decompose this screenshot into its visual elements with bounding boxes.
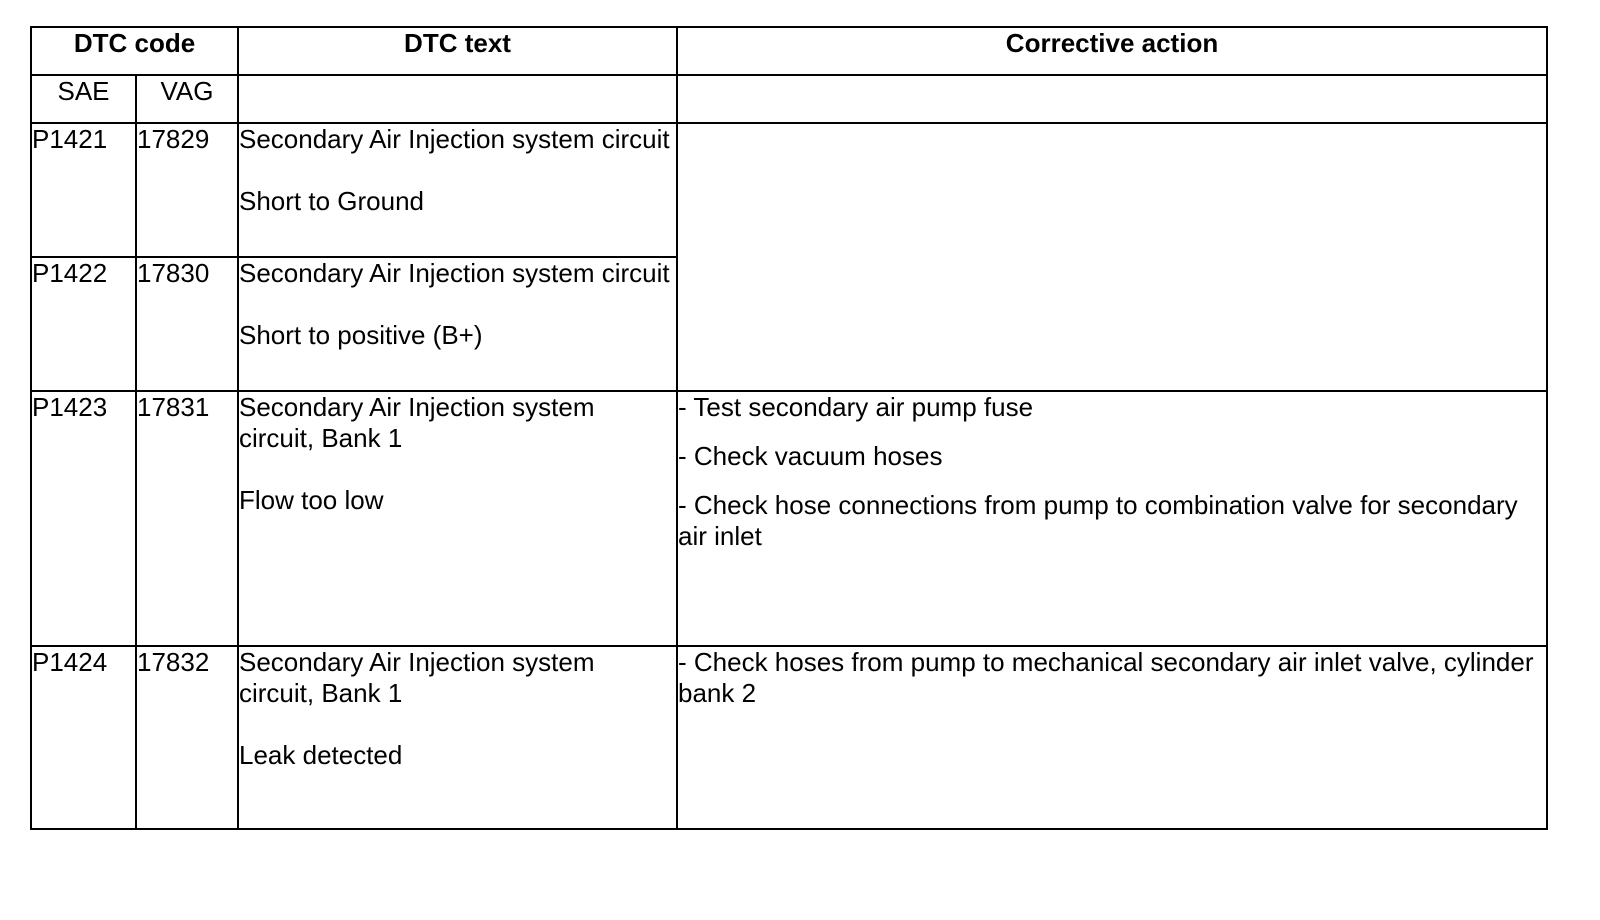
action-item: - Check vacuum hoses bbox=[678, 441, 943, 471]
subheader-row bbox=[31, 75, 1547, 123]
dtc-text-main: Secondary Air Injection system circuit, Bank 1 bbox=[239, 392, 595, 453]
corrective-action-cell bbox=[677, 391, 1547, 646]
dtc-text-condition: Leak detected bbox=[239, 740, 403, 770]
dtc-text-main: Secondary Air Injection system circuit bbox=[239, 124, 670, 154]
subheader-text-empty bbox=[238, 75, 677, 123]
dtc-text-cell bbox=[238, 257, 677, 391]
subheader-vag: VAG bbox=[136, 75, 238, 123]
table-row bbox=[31, 646, 1547, 829]
header-corrective-action: Corrective action bbox=[677, 27, 1547, 75]
vag-code: 17832 bbox=[136, 646, 238, 829]
dtc-text-condition: Flow too low bbox=[239, 485, 384, 515]
subheader-action-empty bbox=[677, 75, 1547, 123]
action-item: - Test secondary air pump fuse bbox=[678, 392, 1034, 422]
sae-code: P1424 bbox=[31, 646, 136, 829]
header-dtc-text: DTC text bbox=[238, 27, 677, 75]
sae-code: P1421 bbox=[31, 123, 136, 257]
subheader-sae: SAE bbox=[31, 75, 136, 123]
table-row bbox=[31, 123, 1547, 257]
action-item: - Check hose connections from pump to combination valve for secondary air inlet bbox=[678, 490, 1518, 551]
dtc-text-cell bbox=[238, 391, 677, 646]
dtc-text-condition: Short to positive (B+) bbox=[239, 320, 483, 350]
dtc-table bbox=[30, 26, 1548, 830]
dtc-text-condition: Short to Ground bbox=[239, 186, 424, 216]
dtc-text-main: Secondary Air Injection system circuit, Bank 1 bbox=[239, 647, 595, 708]
sae-code: P1422 bbox=[31, 257, 136, 391]
vag-code: 17831 bbox=[136, 391, 238, 646]
header-dtc-code: DTC code bbox=[31, 27, 238, 75]
header-row bbox=[31, 27, 1547, 75]
sae-code: P1423 bbox=[31, 391, 136, 646]
vag-code: 17829 bbox=[136, 123, 238, 257]
corrective-action-empty bbox=[677, 123, 1547, 391]
dtc-text-cell bbox=[238, 646, 677, 829]
vag-code: 17830 bbox=[136, 257, 238, 391]
dtc-text-main: Secondary Air Injection system circuit bbox=[239, 258, 670, 288]
dtc-text-cell bbox=[238, 123, 677, 257]
table-row bbox=[31, 391, 1547, 646]
action-item: - Check hoses from pump to mechanical secondary air inlet valve, cylinder bank 2 bbox=[678, 647, 1534, 708]
corrective-action-cell bbox=[677, 646, 1547, 829]
